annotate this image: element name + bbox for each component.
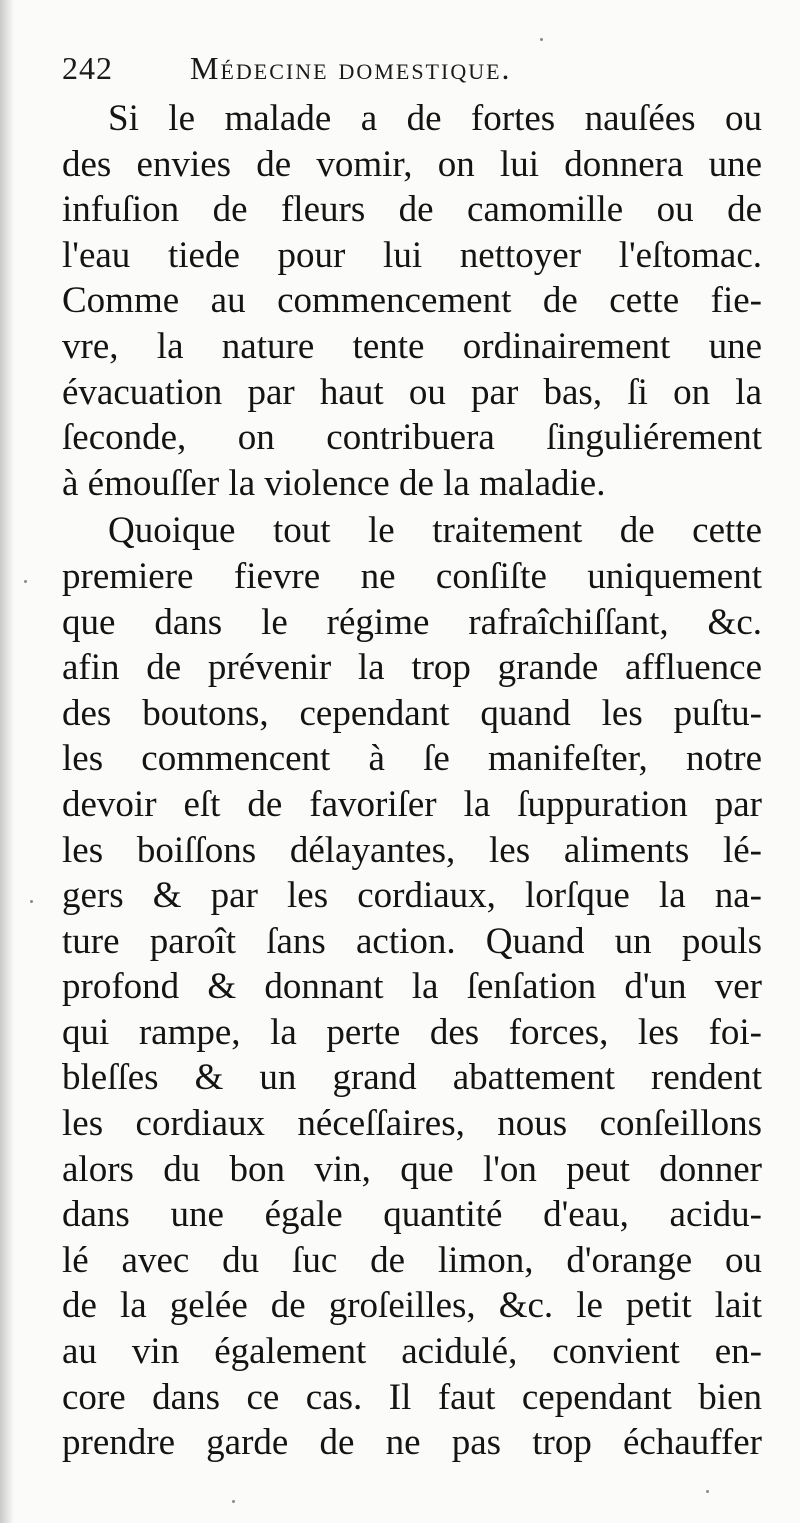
text-line: au vin également acidulé, convient en- — [62, 1331, 762, 1373]
text-line: les cordiaux néceſſaires, nous conſeillons — [62, 1103, 762, 1145]
text-line: bleſſes & un grand abattement rendent — [62, 1057, 762, 1099]
paper-speck — [540, 38, 543, 41]
text-line: ſeconde, on contribuera ſinguliérement — [62, 417, 762, 459]
text-line: lé avec du ſuc de limon, d'orange ou — [62, 1239, 762, 1281]
page-edge-shadow — [0, 0, 14, 1523]
text-line: qui rampe, la perte des forces, les foi- — [62, 1011, 762, 1053]
text-line: premiere fievre ne conſiſte uniquement — [62, 555, 762, 597]
paper-speck — [30, 900, 33, 903]
text-line: des envies de vomir, on lui donnera une — [62, 143, 762, 185]
text-line: ture paroît ſans action. Quand un pouls — [62, 920, 762, 962]
running-head: Médecine domestique. — [190, 50, 512, 86]
text-line: évacuation par haut ou par bas, ſi on la — [62, 371, 762, 413]
text-line: gers & par les cordiaux, lorſque la na- — [62, 875, 762, 917]
text-line: Comme au commencement de cette fie- — [62, 280, 762, 322]
text-line: les commencent à ſe manifeſter, notre — [62, 738, 762, 780]
paper-speck — [232, 1500, 235, 1503]
text-line: de la gelée de groſeilles, &c. le petit lait — [62, 1285, 762, 1327]
text-line: des boutons, cependant quand les puſtu- — [62, 692, 762, 734]
text-line: alors du bon vin, que l'on peut donner — [62, 1148, 762, 1190]
text-line: profond & donnant la ſenſation d'un ver — [62, 966, 762, 1008]
text-line: devoir eſt de favoriſer la ſuppuration par — [62, 783, 762, 825]
text-line: l'eau tiede pour lui nettoyer l'eſtomac. — [62, 234, 762, 276]
text-line: que dans le régime rafraîchiſſant, &c. — [62, 601, 762, 643]
text-line: Quoique tout le traitement de cette — [108, 510, 762, 552]
text-line: Si le malade a de fortes nauſées ou — [108, 98, 762, 139]
text-line: afin de prévenir la trop grande affluence — [62, 647, 762, 689]
paper-speck — [24, 580, 27, 583]
text-line: prendre garde de ne pas trop échauffer — [62, 1422, 762, 1464]
text-line: core dans ce cas. Il faut cependant bien — [62, 1376, 762, 1418]
body-text — [62, 96, 762, 1466]
page-number: 242 — [62, 50, 113, 86]
text-line: vre, la nature tente ordinairement une — [62, 325, 762, 367]
text-line: les boiſſons délayantes, les aliments lé- — [62, 829, 762, 871]
page-header — [62, 46, 762, 96]
text-line: à émouſſer la violence de la maladie. — [62, 462, 606, 504]
text-line: dans une égale quantité d'eau, acidu- — [62, 1194, 762, 1236]
paper-speck — [706, 1490, 709, 1493]
text-line: infuſion de fleurs de camomille ou de — [62, 189, 762, 231]
